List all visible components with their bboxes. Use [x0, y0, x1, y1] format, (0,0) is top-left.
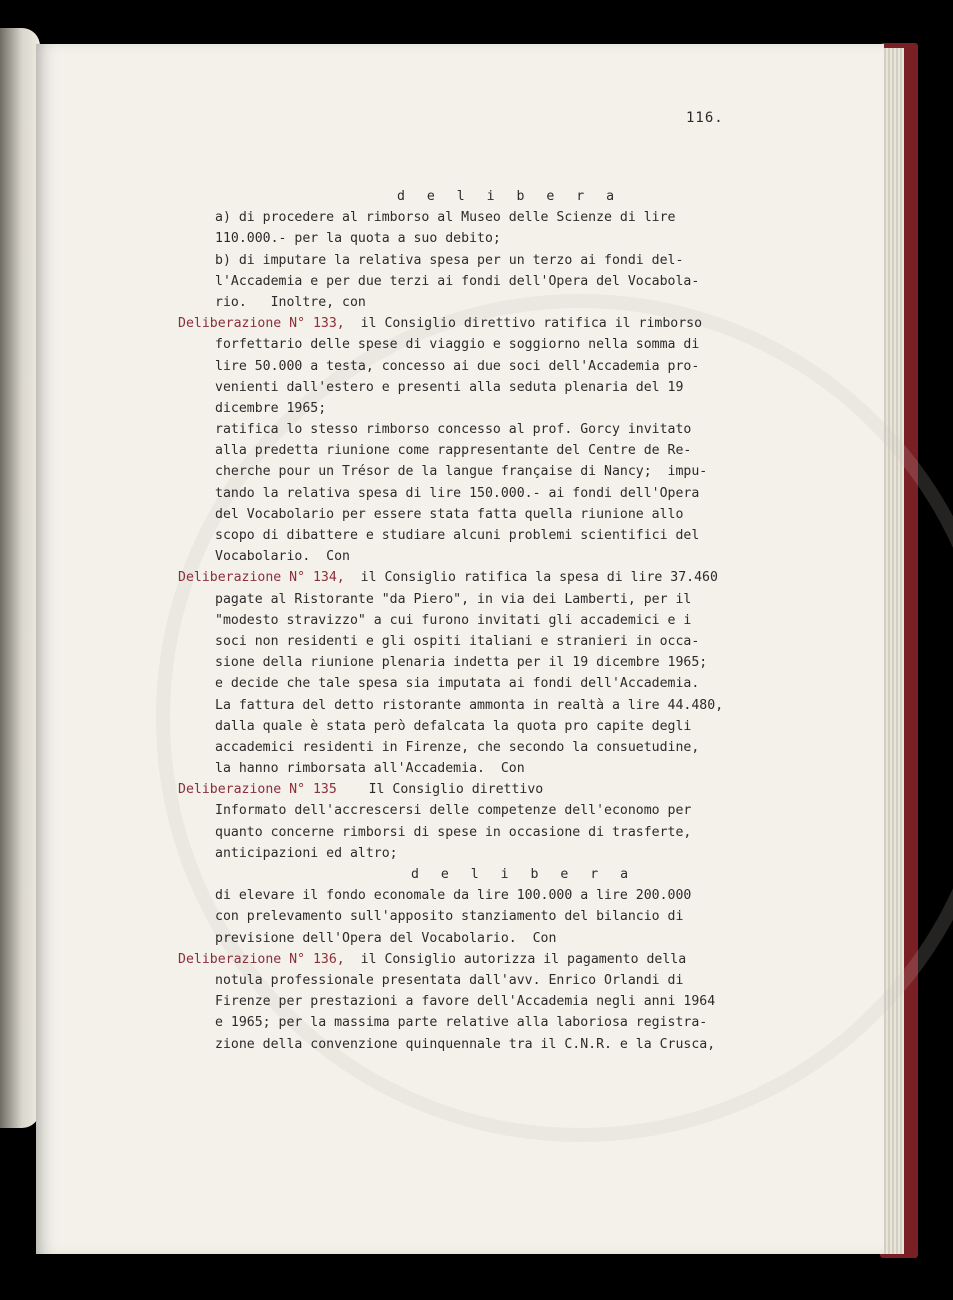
text-line: e 1965; per la massima parte relative alla laboriosa registra-: [215, 1015, 708, 1031]
deliberation-line: [178, 949, 778, 970]
text-line: rio. Inoltre, con: [215, 294, 366, 310]
text-line: tando la relativa spesa di lire 150.000.- ai fondi dell'Opera: [215, 485, 700, 501]
text-line: l'Accademia e per due terzi ai fondi dell'Opera del Vocabola-: [215, 273, 700, 289]
delibera-heading: d e l i b e r a: [411, 867, 636, 882]
deliberation-line: [178, 313, 778, 334]
text-line: accademici residenti in Firenze, che secondo la consuetudine,: [215, 739, 700, 755]
text-line: zione della convenzione quinquennale tra il C.N.R. e la Crusca,: [215, 1036, 716, 1052]
text-line: b) di imputare la relativa spesa per un terzo ai fondi del-: [215, 252, 684, 268]
text-line: Informato dell'accrescersi delle competenze dell'economo per: [215, 803, 692, 819]
deliberation-text: Il Consiglio direttivo: [352, 782, 544, 798]
text-line: cherche pour un Trésor de la langue française di Nancy; impu-: [215, 464, 708, 480]
deliberation-text: il Consiglio autorizza il pagamento della: [360, 951, 687, 967]
text-line: pagate al Ristorante "da Piero", in via dei Lamberti, per il: [215, 591, 692, 607]
deliberation-label: Deliberazione N° 134,: [178, 570, 345, 586]
text-line: notula professionale presentata dall'avv. Enrico Orlandi di: [215, 972, 684, 988]
text-line: di elevare il fondo economale da lire 100.000 a lire 200.000: [215, 888, 692, 904]
text-line: a) di procedere al rimborso al Museo delle Scienze di lire: [215, 210, 676, 226]
delibera-heading: d e l i b e r a: [397, 189, 622, 204]
deliberation-label: Deliberazione N° 135: [178, 782, 337, 798]
text-line: anticipazioni ed altro;: [215, 845, 398, 861]
deliberation-text: il Consiglio direttivo ratifica il rimborso: [360, 316, 703, 332]
deliberation-line: [178, 779, 778, 800]
text-line: soci non residenti e gli ospiti italiani e stranieri in occa-: [215, 633, 700, 649]
text-line: 110.000.- per la quota a suo debito;: [215, 231, 501, 247]
text-line: venienti dall'estero e presenti alla seduta plenaria del 19: [215, 379, 684, 395]
deliberation-label: Deliberazione N° 133,: [178, 316, 345, 332]
text-line: alla predetta riunione come rappresentante del Centre de Re-: [215, 443, 692, 459]
text-line: la hanno rimborsata all'Accademia. Con: [215, 761, 525, 777]
text-line: del Vocabolario per essere stata fatta quella riunione allo: [215, 506, 684, 522]
page-number: 116.: [686, 110, 724, 126]
text-line: ratifica lo stesso rimborso concesso al prof. Gorcy invitato: [215, 422, 692, 438]
facing-page-edge: [0, 28, 40, 1128]
text-line: Vocabolario. Con: [215, 549, 350, 565]
typescript-body: [178, 186, 778, 1055]
text-line: con prelevamento sull'apposito stanziamento del bilancio di: [215, 909, 684, 925]
text-line: e decide che tale spesa sia imputata ai fondi dell'Accademia.: [215, 676, 700, 692]
text-line: scopo di dibattere e studiare alcuni problemi scientifici del: [215, 528, 700, 543]
text-line: lire 50.000 a testa, concesso ai due soci dell'Accademia pro-: [215, 358, 700, 374]
text-line: Firenze per prestazioni a favore dell'Accademia negli anni 1964: [215, 994, 716, 1010]
text-line: dalla quale è stata però defalcata la quota pro capite degli: [215, 718, 692, 734]
text-line: dicembre 1965;: [215, 400, 327, 416]
text-line: "modesto stravizzo" a cui furono invitati gli accademici e i: [215, 612, 692, 628]
text-line: forfettario delle spese di viaggio e soggiorno nella somma di: [215, 337, 700, 353]
text-line: quanto concerne rimborsi di spese in occasione di trasferte,: [215, 824, 692, 840]
text-line: previsione dell'Opera del Vocabolario. Con: [215, 930, 557, 946]
text-line: sione della riunione plenaria indetta per il 19 dicembre 1965;: [215, 655, 708, 671]
deliberation-text: il Consiglio ratifica la spesa di lire 37.460: [360, 570, 718, 586]
deliberation-label: Deliberazione N° 136,: [178, 951, 345, 967]
deliberation-line: [178, 567, 778, 588]
text-line: La fattura del detto ristorante ammonta in realtà a lire 44.480,: [215, 697, 724, 713]
